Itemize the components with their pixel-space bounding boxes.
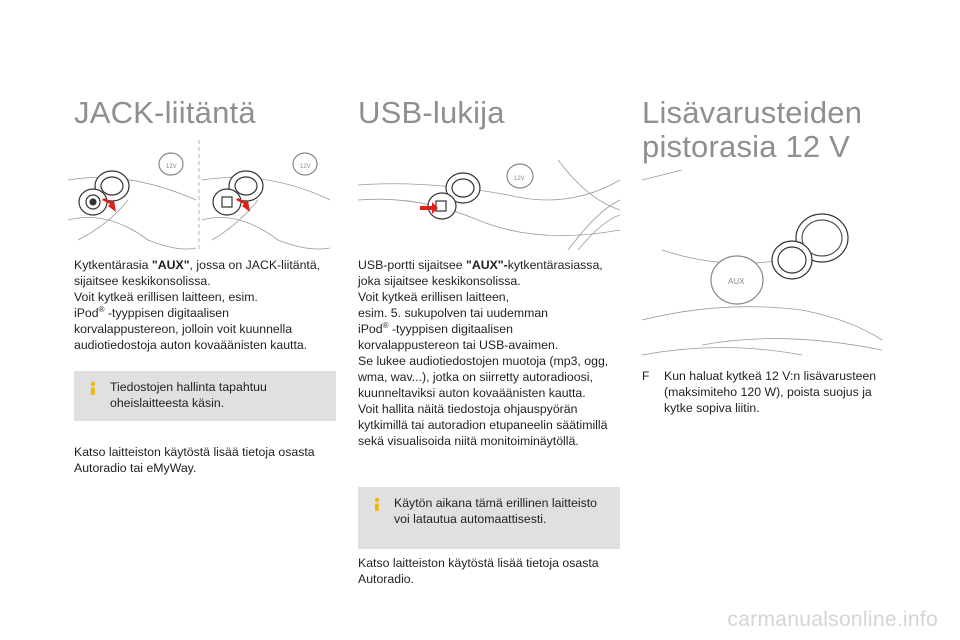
info-note-jack: Tiedostojen hallinta tapahtuu oheislaitteesta käsin. <box>74 371 336 421</box>
info-note-usb: Käytön aikana tämä erillinen laitteisto voi latautua automaattisesti. <box>358 487 620 549</box>
section-title-usb: USB-lukija <box>358 95 505 130</box>
cap-label: 12V <box>300 164 311 170</box>
info-icon <box>370 497 384 513</box>
cap-label: 12V <box>514 176 525 182</box>
jack-reference: Katso laitteiston käytöstä lisää tietoja osasta Autoradio tai eMyWay. <box>74 445 315 475</box>
bullet-icon: F <box>642 369 650 383</box>
jack-description: Kytkentärasia "AUX", jossa on JACK-liitäntä, sijaitsee keskikonsolissa. Voit kytkeä erillisen laitteen, esim. iPod® -tyyppisen digitaalisen korvalappustereon, jolloin voit kuunnella audiotiedostoja auton kovaäänisten kautta. <box>74 258 321 352</box>
watermark: carmanualsonline.info <box>727 608 938 631</box>
cap-label: 12V <box>166 164 177 170</box>
jack-illustration <box>68 140 330 252</box>
usb-description: USB-portti sijaitsee "AUX"-kytkentärasiassa, joka sijaitsee keskikonsolissa. Voit kytkeä erillisen laitteen, esim. 5. sukupolven tai uudemman iPod® -tyyppisen digitaalisen korvalappustereon tai USB-avaimen. Se lukee audiotiedostojen muotoja (mp3, ogg, wma, wav...), jotka on siirretty autoradioosi, kuunneltaviksi auton kovaäänisten kautta. Voit hallita näitä tiedostoja ohjauspyörän kytkimillä tai autoradion etupaneelin säätimillä sekä visualisoida niitä monitoiminäytöllä. <box>358 258 609 448</box>
usb-illustration <box>358 140 620 252</box>
section-title-jack: JACK-liitäntä <box>74 95 256 130</box>
section-title-socket: Lisävarusteiden pistorasia 12 V <box>642 95 863 164</box>
socket-instruction: Kun haluat kytkeä 12 V:n lisävarusteen (maksimiteho 120 W), poista suojus ja kytke sopiva liitin. <box>664 369 877 415</box>
instruction-item <box>642 368 904 416</box>
usb-reference: Katso laitteiston käytöstä lisää tietoja osasta Autoradio. <box>358 556 599 586</box>
socket-illustration <box>642 170 882 360</box>
cap-label: AUX <box>728 277 745 286</box>
info-icon <box>86 381 100 397</box>
